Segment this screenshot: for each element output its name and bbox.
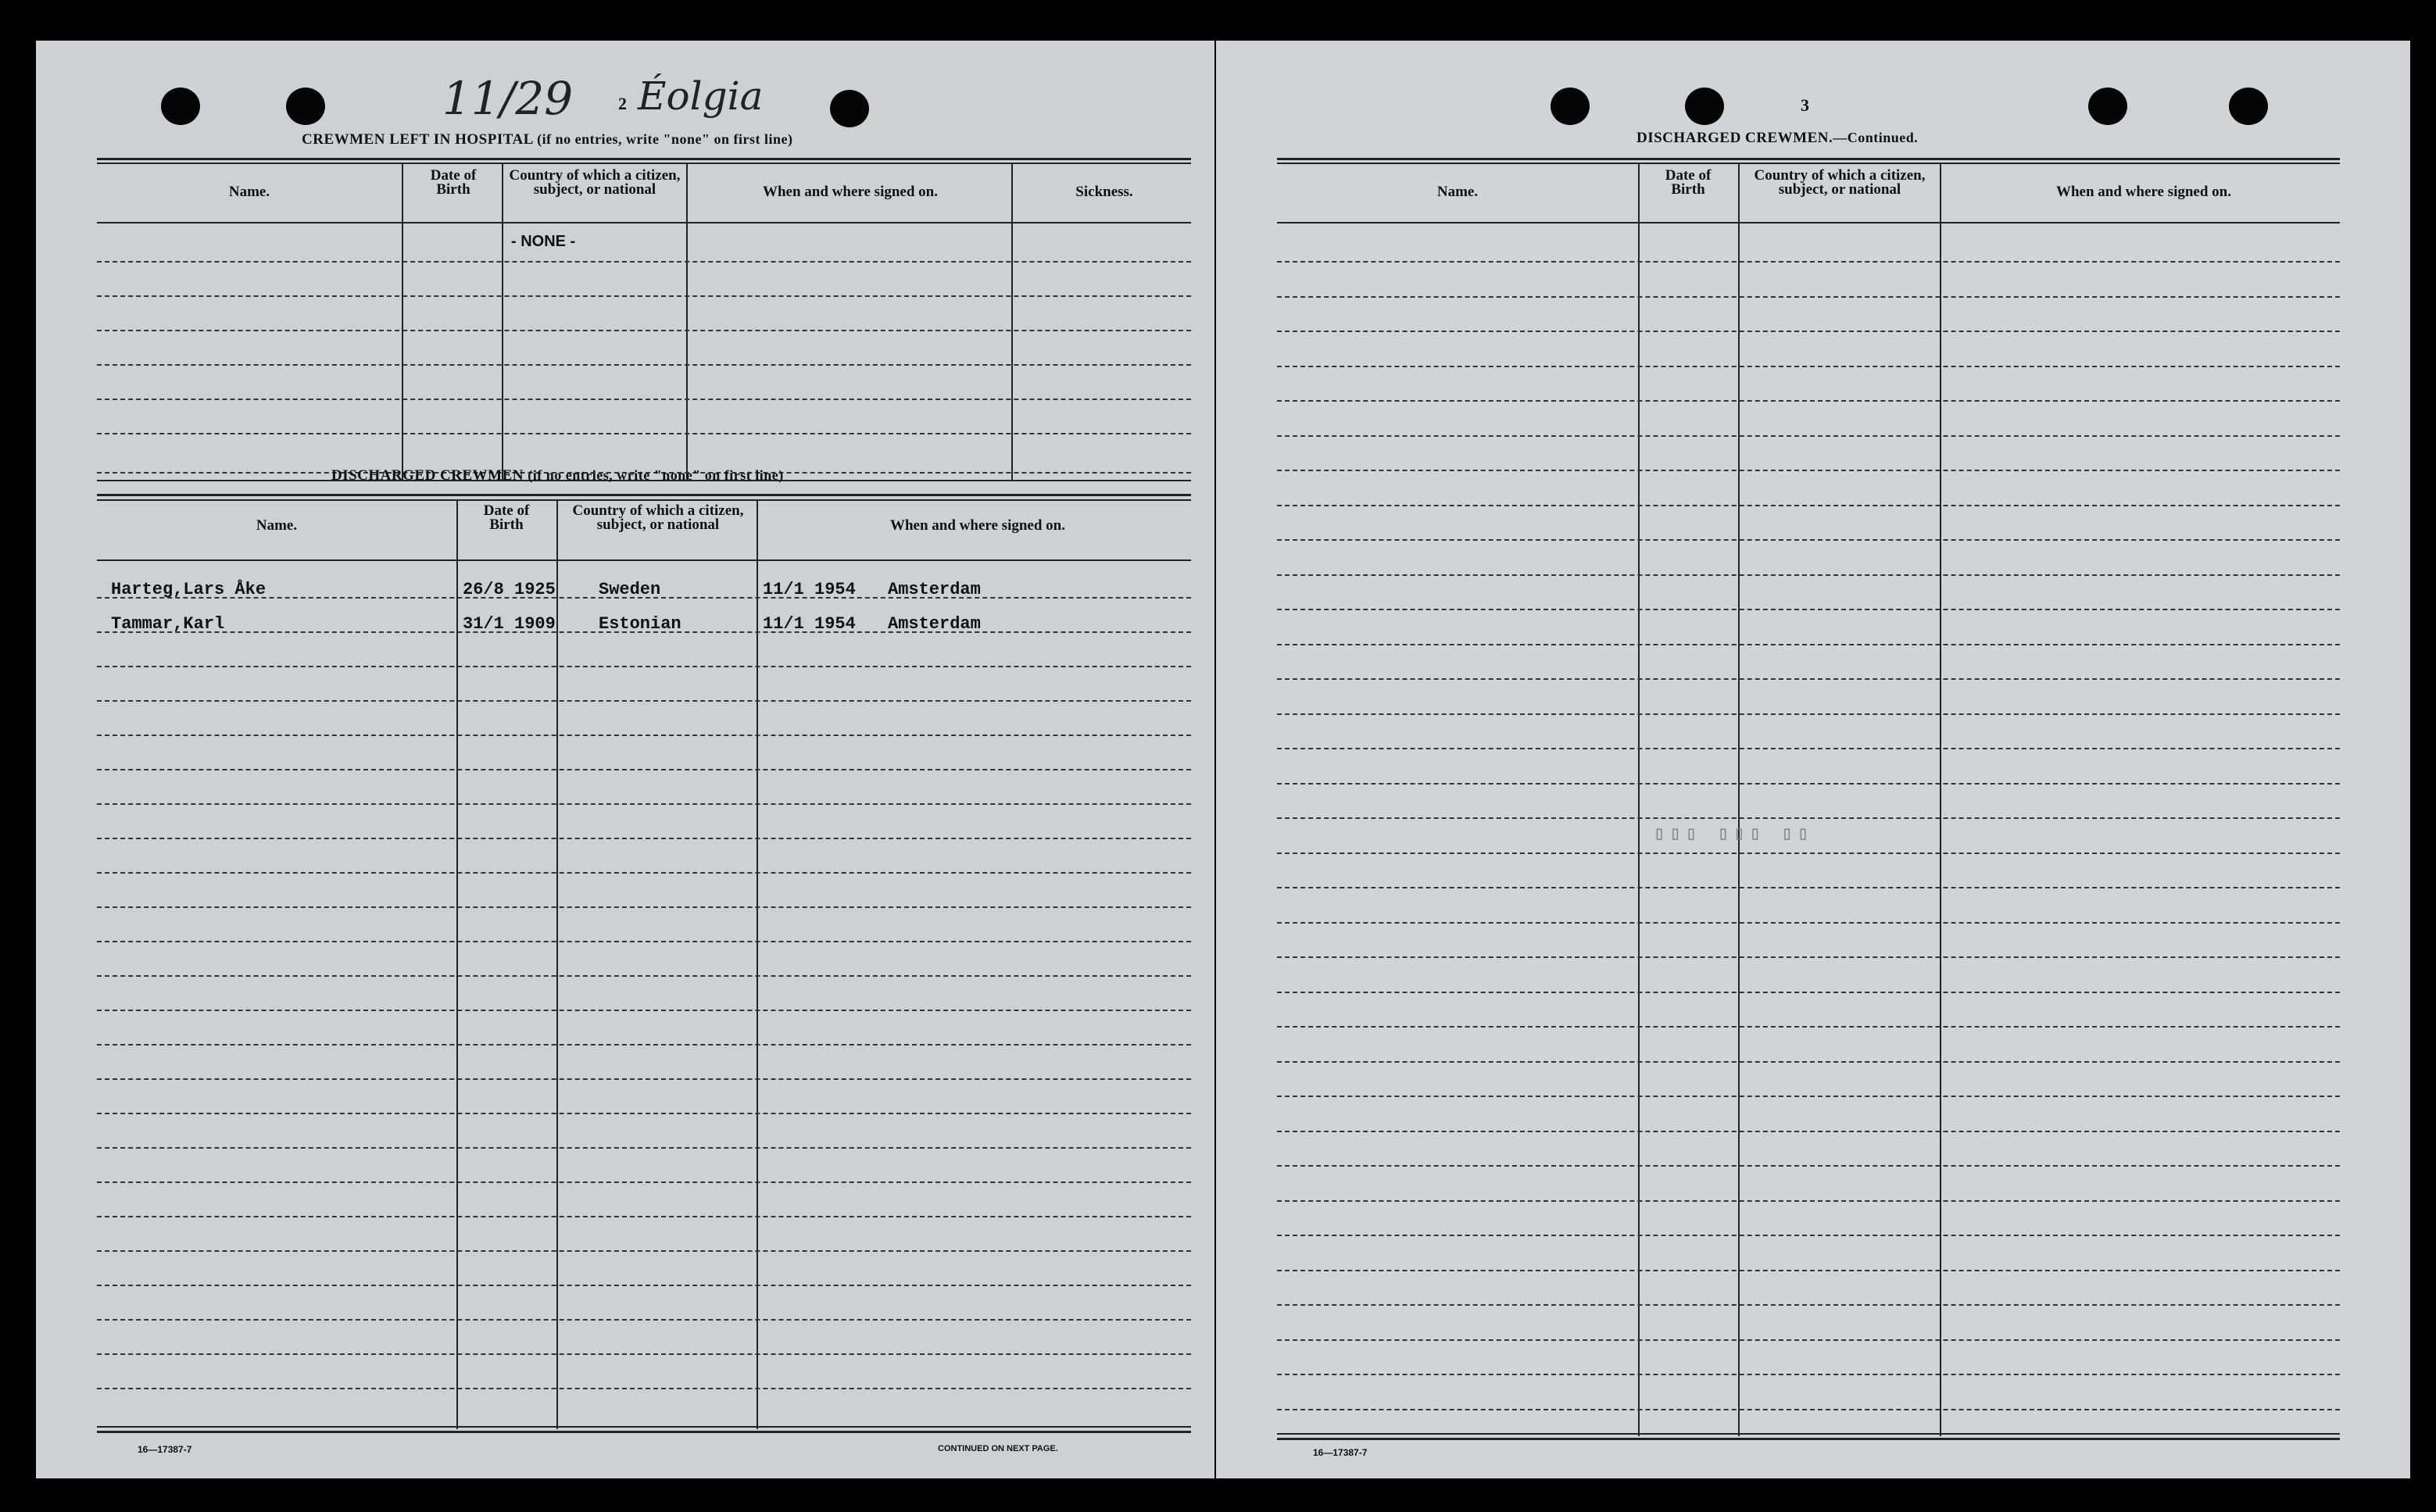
column-header-signed-on: When and where signed on. [762,184,938,200]
entry-line [97,597,1191,599]
entry-line [1277,956,2340,958]
form-number: 16—17387-7 [138,1444,192,1455]
crewman-dob: 26/8 1925 [463,580,556,599]
column-header-date-of-birth: Date of Birth [483,502,530,533]
entry-line [1277,1374,2340,1375]
page-number: 3 [1801,95,1809,115]
crewman-country: Sweden [599,580,661,599]
punch-hole [161,88,200,125]
punch-hole [2088,88,2127,125]
double-rule [1277,163,2340,164]
header-rule [97,559,1191,561]
entry-line [1277,1026,2340,1028]
crewman-signed-place: Amsterdam [888,614,981,634]
entry-line [1277,261,2340,263]
column-header-date-of-birth: Date of Birth [1665,167,1712,198]
entry-line [97,1044,1191,1046]
column-header-signed-on: When and where signed on. [2055,184,2231,200]
entry-line [97,261,1191,263]
entry-line [1277,853,2340,854]
column-header-name: Name. [1436,184,1479,200]
handwritten-date: 11/29 [442,72,574,125]
discharged-continued-title: DISCHARGED CREWMEN.—Continued. [1637,130,1919,146]
column-header-name: Name. [256,517,298,534]
entry-line [1277,1165,2340,1167]
entry-line [97,666,1191,667]
punch-hole [1551,88,1590,125]
entry-line [97,1319,1191,1321]
left-form-page [36,41,1214,1478]
entry-line [1277,748,2340,749]
entry-line [97,803,1191,805]
bottom-rule [97,1431,1191,1433]
double-rule [97,158,1191,160]
entry-line [97,1285,1191,1286]
crewman-name: Tammar,Karl [111,614,225,634]
entry-line [97,433,1191,434]
handwritten-word: Éolgia [638,73,764,119]
entry-line [1277,887,2340,888]
entry-line [1277,435,2340,437]
entry-line [97,1181,1191,1183]
column-divider [1638,163,1640,1436]
entry-line [1277,922,2340,924]
entry-line [97,975,1191,977]
entry-line [1277,644,2340,645]
column-header-date-of-birth: Date of Birth [430,167,477,198]
double-rule [1277,158,2340,160]
entry-line [97,838,1191,839]
double-rule [97,494,1191,496]
entry-line [97,735,1191,736]
entry-line [97,631,1191,633]
entry-line [97,1010,1191,1011]
crewman-dob: 31/1 1909 [463,614,556,634]
entry-line [97,700,1191,702]
hospital-none-entry: - NONE - [511,233,576,250]
entry-line [97,330,1191,331]
entry-line [1277,1200,2340,1202]
entry-line [1277,1409,2340,1410]
punch-hole [830,90,869,127]
bottom-rule [97,1426,1191,1428]
entry-line [1277,713,2340,715]
entry-line [1277,1304,2340,1306]
bottom-rule [1277,1438,2340,1440]
entry-line [1277,1131,2340,1132]
double-rule [97,163,1191,164]
entry-line [97,872,1191,874]
entry-line [97,399,1191,400]
discharged-section-heading: DISCHARGED CREWMEN (if no entries, write "none" on first line) [331,467,784,484]
entry-line [1277,1061,2340,1063]
entry-line [1277,992,2340,993]
entry-line [97,1147,1191,1149]
punch-hole [1685,88,1724,125]
entry-line [1277,678,2340,680]
header-rule [1277,222,2340,223]
entry-line [1277,609,2340,610]
entry-line [1277,539,2340,541]
column-divider [1738,163,1740,1436]
entry-line [97,1353,1191,1355]
entry-line [1277,1270,2340,1271]
entry-line [1277,783,2340,785]
right-form-page [1216,41,2410,1478]
entry-line [1277,1339,2340,1341]
page-number: 2 [618,94,627,113]
crewman-signed-date: 11/1 1954 [763,580,856,599]
crewman-name: Harteg,Lars Åke [111,580,266,599]
crewman-signed-place: Amsterdam [888,580,981,599]
entry-line [1277,505,2340,506]
entry-line [97,1078,1191,1080]
entry-line [1277,331,2340,332]
faded-stamp: ▯▯▯ ▯▯▯ ▯▯ [1654,824,1814,845]
entry-line [97,295,1191,297]
column-header-country: Country of which a citizen, subject, or national [572,502,744,533]
crewman-country: Estonian [599,614,681,634]
punch-hole [2229,88,2268,125]
column-header-sickness: Sickness. [1075,184,1133,200]
punch-hole [286,88,325,125]
column-header-country: Country of which a citizen, subject, or national [1754,167,1926,198]
header-rule [97,222,1191,223]
entry-line [97,1388,1191,1389]
entry-line [1277,1235,2340,1236]
entry-line [97,1113,1191,1114]
column-header-signed-on: When and where signed on. [889,517,1065,534]
hospital-section-title: CREWMEN LEFT IN HOSPITAL (if no entries, write "none" on first line) [302,131,793,148]
column-divider [1940,163,1941,1436]
column-divider [456,499,458,1429]
entry-line [97,906,1191,908]
entry-line [1277,470,2340,471]
entry-line [97,941,1191,942]
entry-line [1277,574,2340,576]
entry-line [97,364,1191,366]
continued-note: CONTINUED ON NEXT PAGE. [938,1444,1058,1453]
entry-line [1277,817,2340,819]
column-divider [556,499,558,1429]
double-rule [97,499,1191,501]
bottom-rule [1277,1433,2340,1435]
entry-line [1277,400,2340,402]
entry-line [1277,1096,2340,1097]
column-header-name: Name. [228,184,270,200]
crewman-signed-date: 11/1 1954 [763,614,856,634]
entry-line [97,1250,1191,1252]
column-header-country: Country of which a citizen, subject, or national [509,167,681,198]
form-number: 16—17387-7 [1313,1447,1368,1458]
entry-line [97,769,1191,770]
entry-line [1277,366,2340,367]
entry-line [1277,296,2340,298]
entry-line [97,1216,1191,1217]
column-divider [757,499,758,1429]
